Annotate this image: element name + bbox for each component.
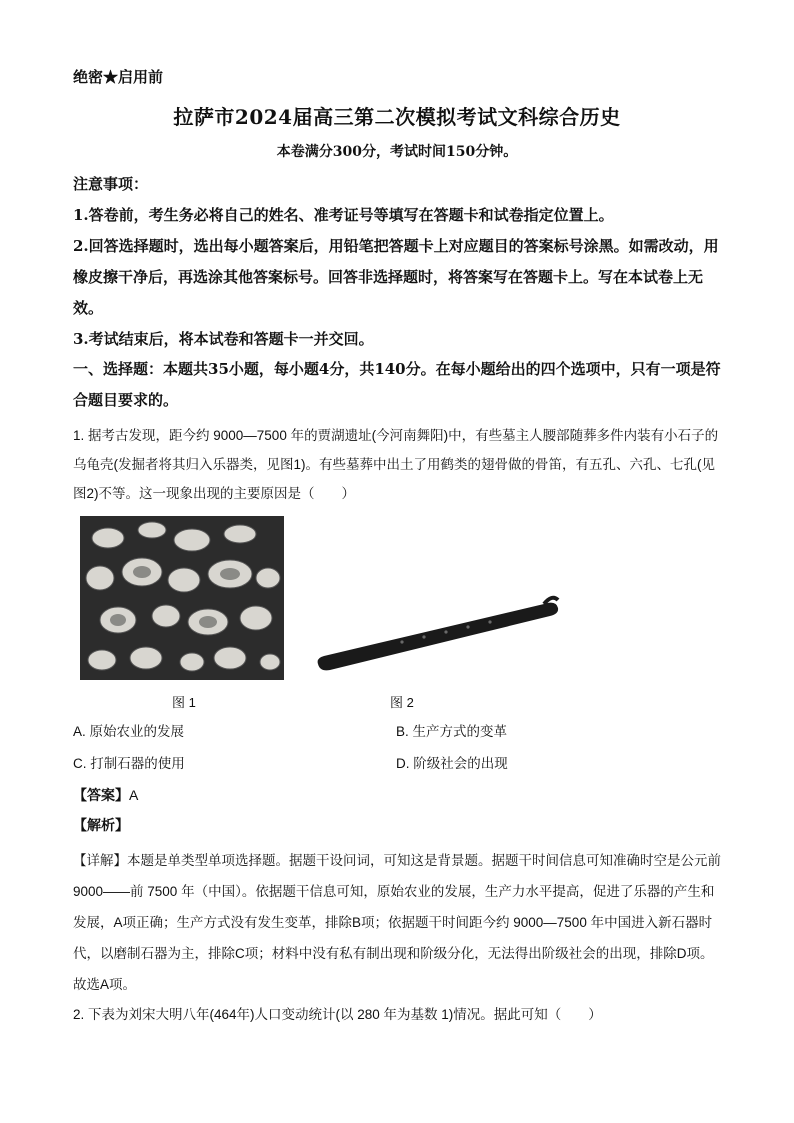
option-b[interactable]: B. 生产方式的变革	[396, 724, 508, 739]
option-a[interactable]: A. 原始农业的发展	[73, 724, 185, 739]
answer-label: 【答案】	[73, 787, 129, 803]
section-heading: 一、选择题：本题共35小题，每小题4分，共140分。在每小题给出的四个选项中，只有一项是符合题目要求的。	[73, 360, 721, 409]
turtle-shells-illustration	[80, 516, 284, 680]
question-1-stem: 1. 据考古发现，距今约 9000—7500 年的贾湖遗址(今河南舞阳)中，有些墓主人腰部随葬多件内装有小石子的乌龟壳(发掘者将其归入乐器类，见图1)。有些墓葬中出土了用鹤类的翅骨做的骨笛，有五孔、六孔、七孔(见图2)不等。这一现象出现的主要原因是（ ）	[73, 428, 719, 501]
notes-list	[73, 200, 723, 355]
question-2-stem: 2. 下表为刘宋大明八年(464年)人口变动统计(以 280 年为基数 1)情况。据此可知（ ）	[73, 1007, 602, 1022]
option-c[interactable]: C. 打制石器的使用	[73, 756, 185, 771]
notes-heading: 注意事项：	[73, 175, 149, 193]
answer-value: A	[129, 787, 139, 803]
bone-flute-illustration	[312, 588, 562, 678]
option-d[interactable]: D. 阶级社会的出现	[396, 756, 508, 771]
figure-2-caption: 图 2	[390, 695, 414, 710]
confidential-label: 绝密★启用前	[73, 68, 164, 86]
analysis-label: 【解析】	[73, 817, 129, 833]
figure-1-caption: 图 1	[172, 695, 196, 710]
note-item-1: 1.答卷前，考生务必将自己的姓名、准考证号等填写在答题卡和试卷指定位置上。	[73, 206, 614, 224]
figure-1-turtle-shells	[80, 516, 284, 680]
figure-2-bone-flute	[312, 588, 562, 678]
note-item-2: 2.回答选择题时，选出每小题答案后，用铅笔把答题卡上对应题目的答案标号涂黑。如需改动，用橡皮擦干净后，再选涂其他答案标号。回答非选择题时，将答案写在答题卡上。写在本试卷上无效。	[73, 237, 719, 317]
question-1-detail: 【详解】本题是单类型单项选择题。据题干设问词，可知这是背景题。据题干时间信息可知准确时空是公元前 9000——前 7500 年（中国）。依据题干信息可知，原始农业的发展，生产力水平提高，促进了乐器的产生和发展，A项正确；生产方式没有发生变革，排除B项；依据题干时间距今约 9000—7500 年中国进入新石器时代，以磨制石器为主，排除C项；材料中没有私有制出现和阶级分化，无法得出阶级社会的出现，排除D项。故选A项。	[73, 853, 721, 992]
answer-line	[73, 785, 138, 805]
exam-subtitle: 本卷满分300分，考试时间150分钟。	[276, 144, 518, 160]
note-item-3: 3.考试结束后，将本试卷和答题卡一并交回。	[73, 330, 374, 348]
exam-title: 拉萨市2024届高三第二次模拟考试文科综合历史	[173, 105, 621, 129]
